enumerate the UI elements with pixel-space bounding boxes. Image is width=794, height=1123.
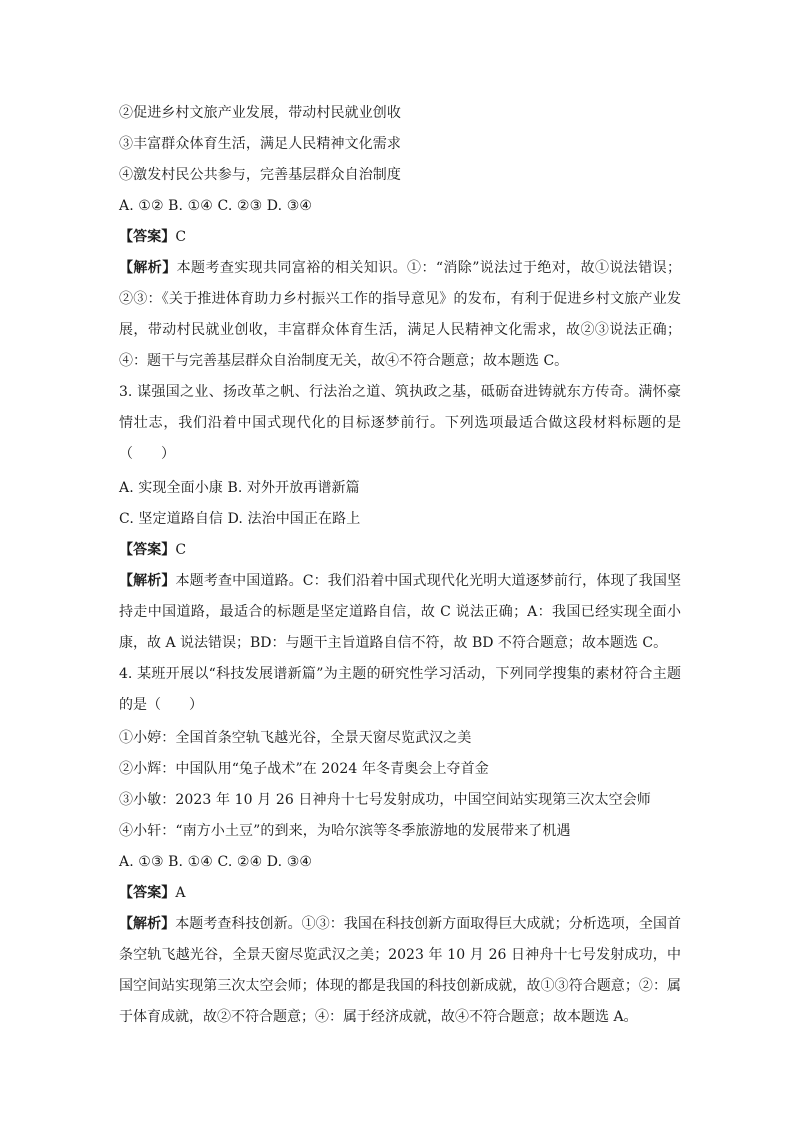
answer-label: 【答案】: [119, 229, 176, 245]
answer-value: C: [175, 229, 187, 245]
q4-option-1: ①小婷：全国首条空轨飞越光谷，全景天窗尽览武汉之美: [119, 730, 472, 746]
q4-option-2: ②小辉：中国队用“兔子战术”在 2024 年冬青奥会上夺首金: [119, 761, 489, 777]
q2-option-2: ②促进乡村文旅产业发展，带动村民就业创收: [119, 105, 401, 121]
q2-option-3: ③丰富群众体育生活，满足人民精神文化需求: [119, 136, 401, 152]
q3-choices-ab: A. 实现全面小康 B. 对外开放再谱新篇: [119, 480, 360, 496]
answer-value: C: [175, 542, 187, 558]
analysis-label: 【解析】: [119, 916, 176, 932]
analysis-label: 【解析】: [119, 260, 177, 276]
q4-stem: 4. 某班开展以“科技发展谱新篇”为主题的研究性学习活动，下列同学搜集的素材符合主题的是（ ）: [119, 666, 681, 713]
analysis-text: 本题考查中国道路。C：我们沿着中国式现代化光明大道逐梦前行，体现了我国坚持走中国道路，最适合的标题是坚定道路自信，故 C 说法正确；A：我国已经实现全面小康，故 A 说法错误；BD：与题干主旨道路自信不符，故 BD 不符合题意；故本题选 C。: [119, 573, 681, 651]
q2-option-4: ④激发村民公共参与，完善基层群众自治制度: [119, 167, 401, 183]
q2-choices: A. ①② B. ①④ C. ②③ D. ③④: [119, 198, 312, 214]
q4-answer: [119, 883, 679, 903]
q4-choices: A. ①③ B. ①④ C. ②④ D. ③④: [119, 854, 312, 870]
q3-analysis: [119, 566, 681, 659]
q4-analysis: [119, 909, 681, 1033]
q4-option-3: ③小敏：2023 年 10 月 26 日神舟十七号发射成功，中国空间站实现第三次太空会师: [119, 792, 651, 808]
q3-choices-cd: C. 坚定道路自信 D. 法治中国正在路上: [119, 511, 361, 527]
analysis-text: 本题考查实现共同富裕的相关知识。①：“消除”说法过于绝对，故①说法错误；②③：《关于推进体育助力乡村振兴工作的指导意见》的发布，有利于促进乡村文旅产业发展，带动村民就业创收，丰富群众体育生活，满足人民精神文化需求，故②③说法正确；④：题干与完善基层群众自治制度无关，故④不符合题意；故本题选 C。: [119, 260, 682, 369]
q3-stem: 3. 谋强国之业、扬改革之帆、行法治之道、筑执政之基，砥砺奋进铸就东方传奇。满怀豪情壮志，我们沿着中国式现代化的目标逐梦前行。下列选项最适合做这段材料标题的是（ ）: [119, 384, 681, 462]
answer-value: A: [175, 885, 186, 901]
analysis-text: 本题考查科技创新。①③：我国在科技创新方面取得巨大成就；分析选项，全国首条空轨飞越光谷，全景天窗尽览武汉之美；2023 年 10 月 26 日神舟十七号发射成功，中国空间站实现第三次太空会师；体现的都是我国的科技创新成就，故①③符合题意；②：属于体育成就，故②不符合题意；④：属于经济成就，故④不符合题意；故本题选 A。: [119, 916, 682, 1025]
answer-label: 【答案】: [119, 885, 176, 901]
analysis-label: 【解析】: [119, 573, 176, 589]
q2-answer: [119, 227, 679, 247]
q2-analysis: [119, 253, 681, 377]
q4-option-4: ④小轩：“南方小土豆”的到来，为哈尔滨等冬季旅游地的发展带来了机遇: [119, 823, 571, 839]
answer-label: 【答案】: [119, 542, 176, 558]
q3-answer: [119, 540, 679, 560]
